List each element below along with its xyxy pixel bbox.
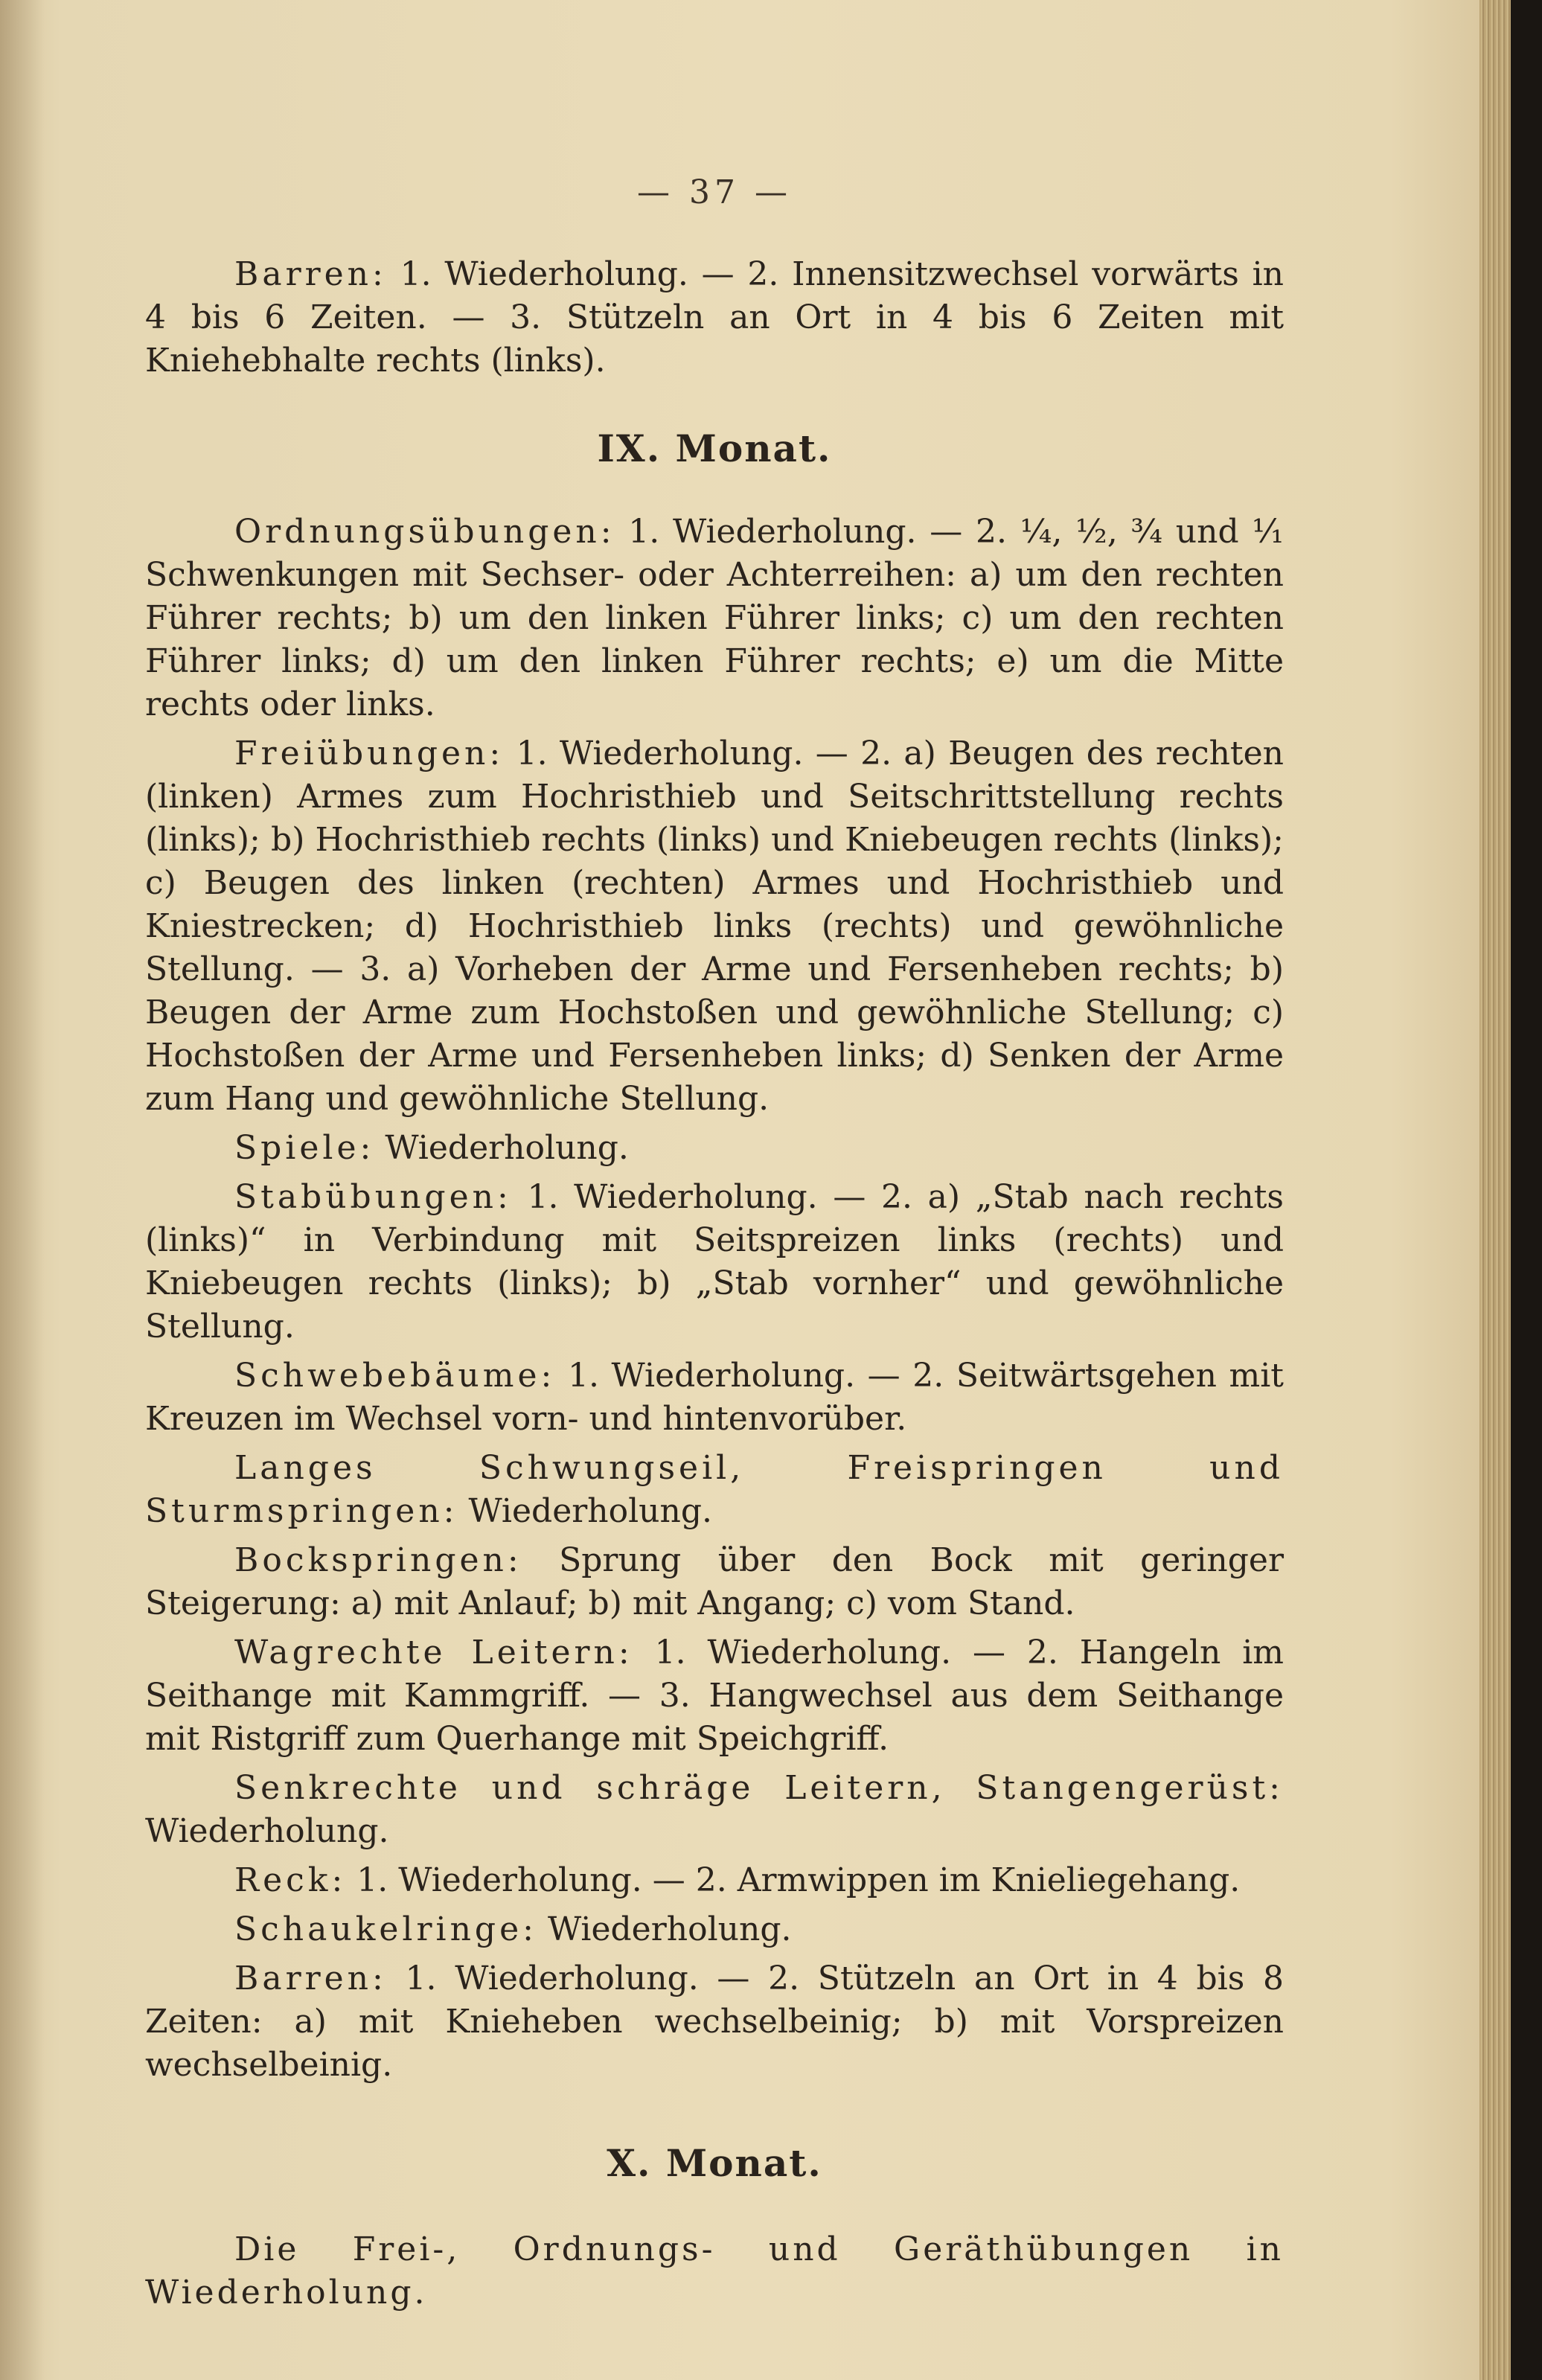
paragraph-stabuebungen [145, 1176, 1284, 1349]
paragraph-schaukelringe [145, 1908, 1284, 1951]
paragraph-lead: Barren: [234, 255, 387, 293]
paragraph-lead: Bockspringen: [234, 1541, 522, 1579]
paragraph-spiele [145, 1127, 1284, 1170]
paragraph-wagrechte-leitern [145, 1631, 1284, 1761]
paragraph-barren-2 [145, 1957, 1284, 2087]
paragraph-text: 1. Wiederholung. — 2. a) „Stab nach rechts (links)“ in Verbindung mit Seitspreizen links (rechts) und Kniebeugen rechts (links); b) „Stab vornher“ und gewöhnliche Stellung. [145, 1178, 1284, 1346]
paragraph-text: 1. Wiederholung. — 2. Innensitzwechsel vorwärts in 4 bis 6 Zeiten. — 3. Stützeln an Ort in 4 bis 6 Zeiten mit Kniehebhalte rechts (links). [145, 255, 1284, 380]
paragraph-lead: Barren: [234, 1960, 387, 1997]
heading-x-monat: X. Monat. [607, 2141, 822, 2185]
paragraph-lead: Schaukelringe: [234, 1910, 537, 1948]
paragraph-text: 1. Wiederholung. — 2. ¼, ½, ¾ und ¹⁄₁ Schwenkungen mit Sechser- oder Achterreihen: a) um den rechten Führer rechts; b) um den linken Führer links; c) um den rechten Führer links; d) um den linken Führer rechts; e) um die Mitte rechts oder links. [145, 513, 1284, 723]
paragraph-text: 1. Wiederholung. — 2. Seitwärtsgehen mit Kreuzen im Wechsel vorn- und hintenvorüber. [145, 1357, 1284, 1438]
paragraph-reck [145, 1859, 1284, 1902]
paragraph-wiederholung-final [145, 2228, 1284, 2315]
paragraph-lead: Spiele: [234, 1129, 375, 1167]
paragraph-barren-1 [145, 253, 1284, 383]
paragraph-text: Sprung über den Bock mit geringer Steigerung: a) mit Anlauf; b) mit Angang; c) vom Stand. [145, 1541, 1284, 1622]
paragraph-lead: Freiübungen: [234, 735, 505, 772]
page-content [145, 171, 1284, 2320]
paragraph-lead: Senkrechte und schräge Leitern, Stangengerüst: [234, 1769, 1284, 1807]
paragraph-text: 1. Wiederholung. — 2. a) Beugen des rechten (linken) Armes zum Hochristhieb und Seitschrittstellung rechts (links); b) Hochristhieb rechts (links) und Kniebeugen rechts (links); c) Beugen des linken (rechten) Armes und Hochristhieb und Kniestrecken; d) Hochristhieb links (rechts) und gewöhnliche Stellung. — 3. a) Vorheben der Arme und Fersenheben rechts; b) Beugen der Arme zum Hochstoßen und gewöhnliche Stellung; c) Hochstoßen der Arme und Fersenheben links; d) Senken der Arme zum Hang und gewöhnliche Stellung. [145, 735, 1284, 1118]
paragraph-lead: Ordnungsübungen: [234, 513, 615, 551]
paragraph-text: Die Frei-, Ordnungs- und Geräthübungen in Wiederholung. [145, 2230, 1284, 2312]
paragraph-lead: Langes Schwungseil, Freispringen und Sturmspringen: [145, 1449, 1284, 1530]
heading-ix-monat: IX. Monat. [597, 426, 832, 470]
paragraph-bockspringen [145, 1539, 1284, 1625]
paragraph-text: 1. Wiederholung. — 2. Armwippen im Knieliegehang. [346, 1861, 1241, 1899]
paragraph-text: Wiederholung. [458, 1492, 712, 1530]
paragraph-schwungseil [145, 1447, 1284, 1533]
paragraph-text: 1. Wiederholung. — 2. Stützeln an Ort in 4 bis 8 Zeiten: a) mit Knieheben wechselbeinig; b) mit Vorspreizen wechselbeinig. [145, 1960, 1284, 2084]
paragraph-schwebebaeume [145, 1354, 1284, 1441]
paragraph-lead: Reck: [234, 1861, 347, 1899]
paragraph-senkrechte-leitern [145, 1767, 1284, 1853]
page-edge [1479, 0, 1511, 2380]
paragraph-text: 1. Wiederholung. — 2. Hangeln im Seithange mit Kammgriff. — 3. Hangwechsel aus dem Seithange mit Ristgriff zum Querhange mit Speichgriff. [145, 1634, 1284, 1758]
paragraph-lead: Stabübungen: [234, 1178, 512, 1216]
paragraph-text: Wiederholung. [537, 1910, 792, 1948]
spine-shadow [0, 0, 45, 2380]
paragraph-freiuebungen [145, 732, 1284, 1121]
paragraph-text: Wiederholung. [374, 1129, 629, 1167]
page-number: — 37 — [637, 173, 792, 211]
paragraph-text: Wiederholung. [145, 1812, 389, 1850]
paragraph-lead: Wagrechte Leitern: [234, 1634, 633, 1672]
paragraph-ordnungsuebungen [145, 511, 1284, 726]
paragraph-lead: Schwebebäume: [234, 1357, 556, 1395]
